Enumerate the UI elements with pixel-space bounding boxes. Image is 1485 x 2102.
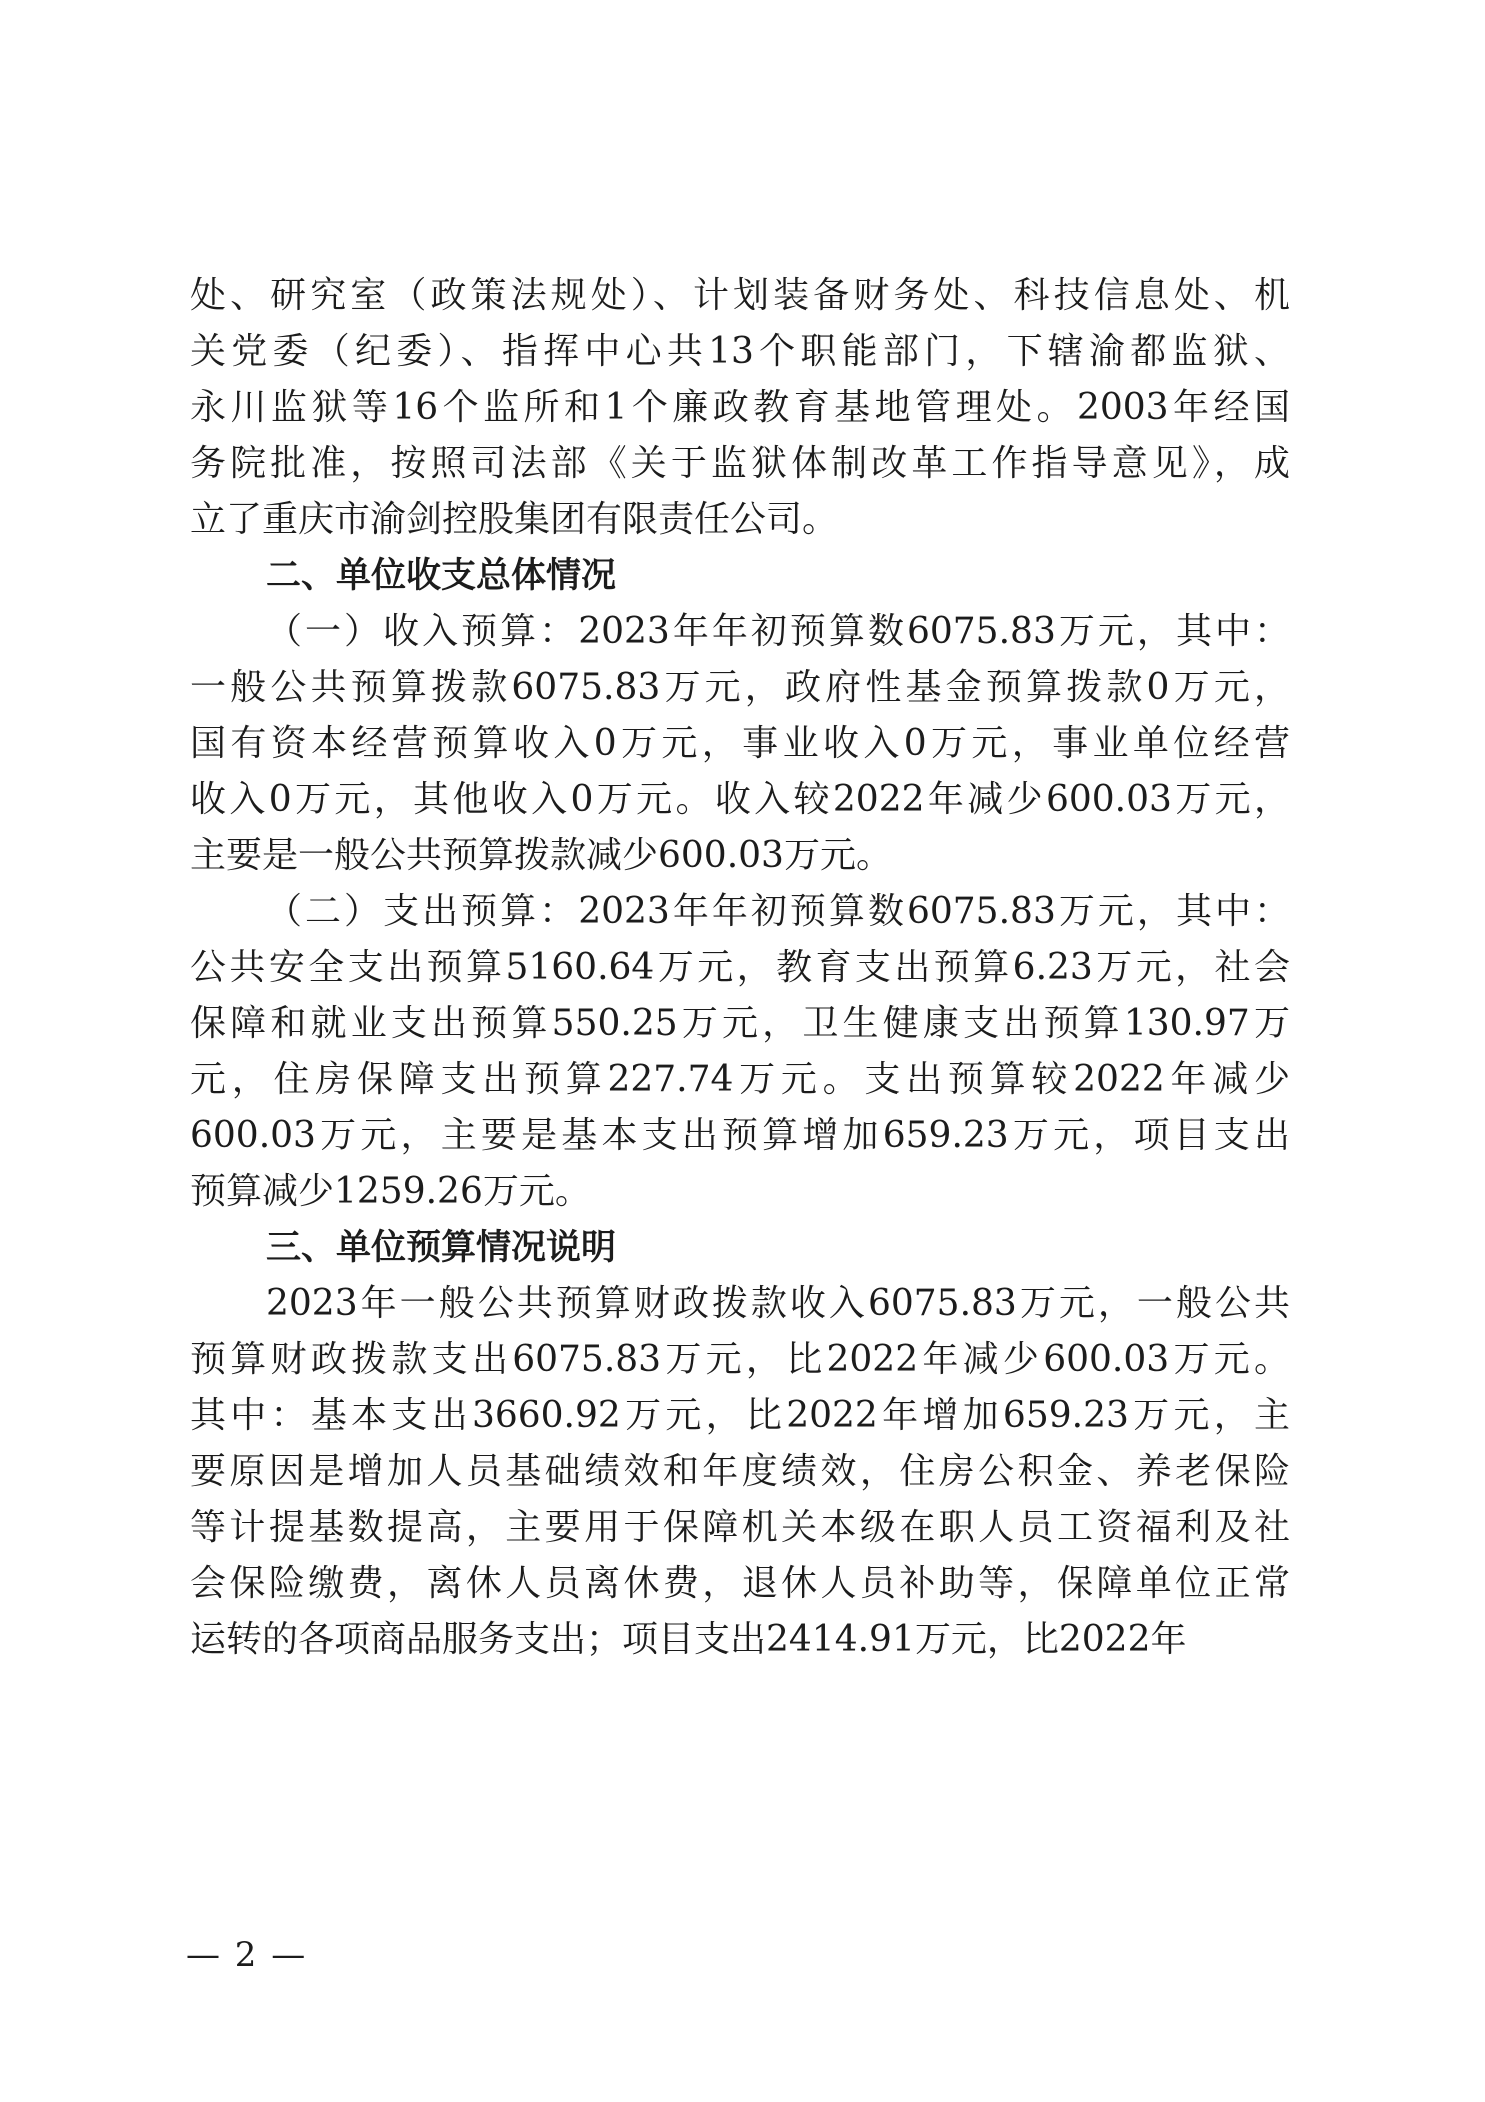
text-line: （一）收入预算：2023年年初预算数6075.83万元，其中：: [266, 611, 1290, 652]
text-line: 运转的各项商品服务支出；项目支出2414.91万元，比2022年: [190, 1619, 1187, 1660]
text-line: 一般公共预算拨款6075.83万元，政府性基金预算拨款0万元，: [190, 667, 1290, 708]
paragraph-income-budget: [190, 604, 1290, 884]
text-line: 二、单位收支总体情况: [266, 556, 617, 596]
text-line: 保障和就业支出预算550.25万元，卫生健康支出预算130.97万: [190, 1003, 1290, 1044]
text-line: 预算减少1259.26万元。: [190, 1171, 591, 1212]
text-line: 收入0万元，其他收入0万元。收入较2022年减少600.03万元，: [190, 779, 1290, 820]
text-line: 主要是一般公共预算拨款减少600.03万元。: [190, 835, 892, 876]
paragraph-departments-continued: [190, 268, 1290, 548]
body-text: [190, 268, 1290, 1668]
text-line: 2023年一般公共预算财政拨款收入6075.83万元，一般公共: [266, 1283, 1290, 1324]
text-line: （二）支出预算：2023年年初预算数6075.83万元，其中：: [266, 891, 1290, 932]
text-line: 等计提基数提高，主要用于保障机关本级在职人员工资福利及社: [190, 1507, 1290, 1548]
text-line: 其中：基本支出3660.92万元，比2022年增加659.23万元，主: [190, 1395, 1290, 1436]
text-line: 元，住房保障支出预算227.74万元。支出预算较2022年减少: [190, 1059, 1290, 1100]
text-line: 预算财政拨款支出6075.83万元，比2022年减少600.03万元。: [190, 1339, 1290, 1380]
paragraph-budget-explanation: [190, 1276, 1290, 1668]
text-line: 会保险缴费，离休人员离休费，退休人员补助等，保障单位正常: [190, 1563, 1290, 1604]
text-line: 关党委（纪委）、指挥中心共13个职能部门，下辖渝都监狱、: [190, 331, 1290, 372]
paragraph-expenditure-budget: [190, 884, 1290, 1220]
text-line: 务院批准，按照司法部《关于监狱体制改革工作指导意见》，成: [190, 443, 1290, 484]
text-line: 处、研究室（政策法规处）、计划装备财务处、科技信息处、机: [190, 275, 1290, 316]
text-line: 永川监狱等16个监所和1个廉政教育基地管理处。2003年经国: [190, 387, 1290, 428]
section-heading-income-expenditure-overview: [190, 548, 1290, 604]
text-line: 三、单位预算情况说明: [266, 1228, 617, 1268]
text-line: 公共安全支出预算5160.64万元，教育支出预算6.23万元，社会: [190, 947, 1290, 988]
text-line: 立了重庆市渝剑控股集团有限责任公司。: [190, 499, 839, 540]
text-line: 国有资本经营预算收入0万元，事业收入0万元，事业单位经营: [190, 723, 1290, 764]
text-line: 600.03万元，主要是基本支出预算增加659.23万元，项目支出: [190, 1115, 1290, 1156]
section-heading-budget-explanation: [190, 1220, 1290, 1276]
page-number: — 2 —: [186, 1935, 308, 1975]
text-line: 要原因是增加人员基础绩效和年度绩效，住房公积金、养老保险: [190, 1451, 1290, 1492]
